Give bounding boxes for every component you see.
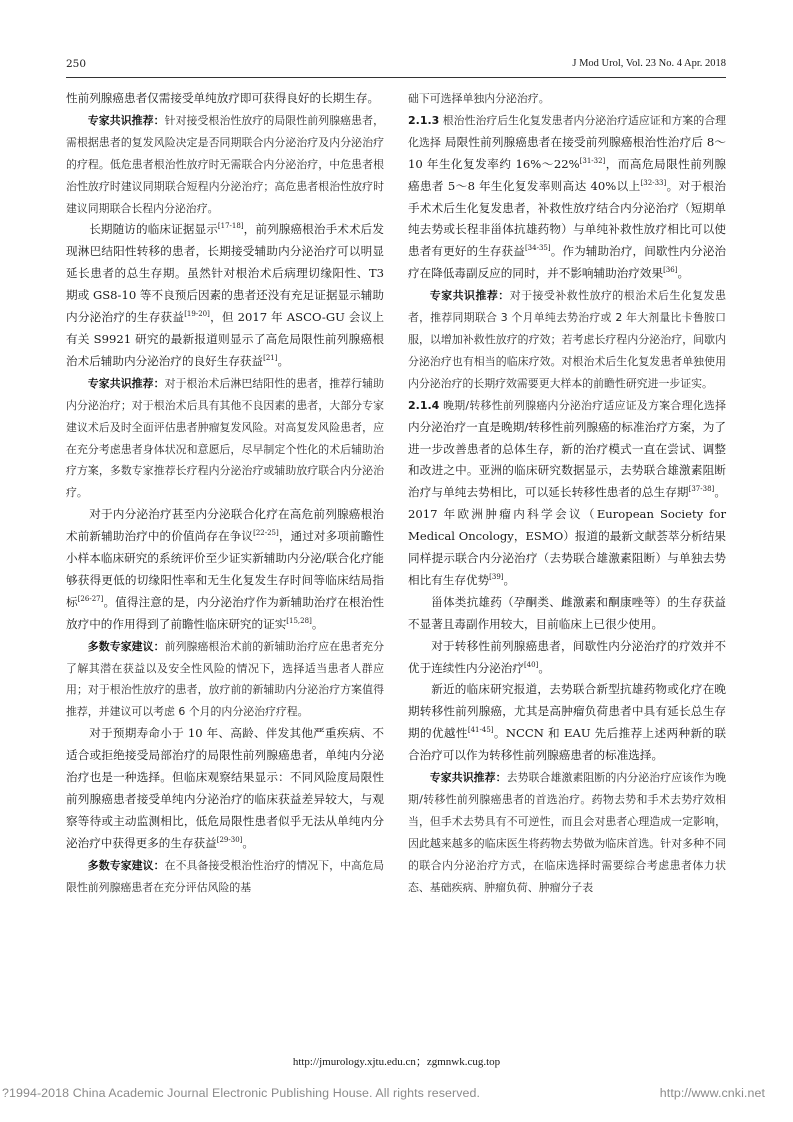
citation-ref: [15,28]: [286, 616, 312, 625]
text-run: 。: [503, 572, 516, 587]
body-paragraph: [408, 110, 726, 285]
citation-ref: [37-38]: [688, 485, 715, 494]
body-paragraph: [66, 219, 384, 372]
text-run: 。: [677, 266, 690, 281]
recommendation-label: 专家共识推荐：: [87, 113, 165, 127]
text-run: ，通过对多项前瞻性小样本临床研究的系统评价至少证实新辅助内分泌/联合化疗能够获得更低的切缘阳性率和无生化复发生存时间等临床结局指标: [66, 529, 384, 609]
text-run: 。作为辅助治疗，间歇性内分泌治疗在降低毒副反应的同时，并不影响辅助治疗效果: [408, 244, 726, 281]
page-number: 250: [66, 58, 87, 70]
text-run: 对于预期寿命小于 10 年、高龄、伴发其他严重疾病、不适合或拒绝接受局部治疗的局限性前列腺癌患者，单纯内分泌治疗也是一种选择。但临床观察结果显示：不同风险度局限性前列腺癌患者接受单纯内分泌治疗的临床获益差异较大，与观察等待或主动监测相比，低危局限性患者似乎无法从单纯内分泌治疗中获得更多的生存获益: [66, 726, 384, 850]
journal-info: J Mod Urol, Vol. 23 No. 4 Apr. 2018: [572, 58, 726, 69]
body-paragraph: [408, 395, 726, 592]
text-run: ，前列腺癌根治手术术后发现淋巴结阳性转移的患者，长期接受辅助内分泌治疗可以明显延长患者的总生存期。虽然针对根治术后病理切缘阳性、T3 期或 GS8-10 等不良预后因素的患者还没有充足证据显示辅助内分泌治疗的生存获益: [66, 222, 384, 325]
text-run: ，但 2017 年 ASCO-GU 会议上有关 S9921 研究的最新报道则显示了高危局限性前列腺癌根治术后辅助内分泌治疗的良好生存获益: [66, 310, 384, 368]
text-run: 。2017 年欧洲肿瘤内科学会议（European Society for Medical Oncology，ESMO）报道的最新文献荟萃分析结果同样提示联合内分泌治疗（去势联合雄激素阻断）与单独去势相比有生存优势: [408, 485, 726, 587]
recommendation-paragraph: [66, 636, 384, 724]
recommendation-label: 专家共识推荐：: [429, 771, 507, 785]
body-paragraph: [66, 504, 384, 635]
recommendation-label: 多数专家建议：: [87, 639, 165, 653]
recommendation-paragraph: [66, 855, 384, 899]
text-run: 。: [242, 835, 254, 850]
text-run: 。值得注意的是，内分泌治疗作为新辅助治疗在根治性放疗中的作用得到了前瞻性临床研究的证实: [66, 594, 384, 631]
text-run: 针对接受根治性放疗的局限性前列腺癌患者，需根据患者的复发风险决定是否同期联合内分泌治疗及内分泌治疗的疗程。低危患者根治性放疗时无需联合内分泌治疗，中危患者根治性放疗时建议同期联合短程内分泌治疗；高危患者根治性放疗时建议同期联合长程内分泌治疗。: [66, 113, 384, 215]
recommendation-label: 专家共识推荐：: [87, 376, 165, 390]
body-paragraph: [66, 723, 384, 854]
recommendation-paragraph: [66, 373, 384, 504]
citation-ref: [40]: [523, 660, 539, 669]
right-column: [408, 88, 726, 899]
text-run: 础下可选择单独内分泌治疗。: [408, 92, 550, 105]
citation-ref: [41-45]: [467, 726, 494, 735]
text-run: 对于根治术后淋巴结阳性的患者，推荐行辅助内分泌治疗；对于根治术后具有其他不良因素的患者，大部分专家建议术后及时全面评估患者肿瘤复发风险。对高复发风险患者，应在充分考虑患者身体状况和意愿后，尽早制定个性化的术后辅助治疗方案，多数专家推荐长疗程内分泌治疗或辅助放疗联合内分泌治疗。: [66, 376, 384, 500]
text-run: 局限性前列腺癌患者在接受前列腺癌根治性治疗后 8～10 年生化复发率约 16%～22%: [408, 134, 726, 171]
citation-ref: [34-35]: [524, 244, 551, 253]
citation-ref: [26-27]: [77, 594, 104, 603]
recommendation-label: 多数专家建议：: [87, 858, 165, 872]
citation-ref: [21]: [263, 354, 278, 363]
footer-url[interactable]: http://jmurology.xjtu.edu.cn；zgmnwk.cug.top: [292, 1056, 501, 1068]
citation-ref: [31-32]: [579, 156, 606, 165]
text-run: 。: [538, 660, 550, 675]
text-run: 前列腺癌根治术前的新辅助治疗应在患者充分了解其潜在获益以及安全性风险的情况下，选择适当患者人群应用；对于根治性放疗的患者，放疗前的新辅助内分泌治疗方案值得推荐，并建议可以考虑 6 个月的内分泌治疗疗程。: [66, 639, 384, 719]
section-number: 2.1.3: [408, 113, 440, 127]
text-run: ，而高危局限性前列腺癌患者 5～8 年生化复发率则高达 40%以上: [408, 156, 726, 193]
recommendation-label: 专家共识推荐：: [429, 289, 510, 303]
recommendation-paragraph: [408, 88, 726, 110]
text-run: 长期随访的临床证据显示: [89, 222, 218, 237]
text-run: 对于转移性前列腺癌患者，间歇性内分泌治疗的疗效并不优于连续性内分泌治疗: [408, 638, 726, 675]
text-run: 去势联合雄激素阻断的内分泌治疗应该作为晚期/转移性前列腺癌患者的首选治疗。药物去势和手术去势疗效相当，但手术去势具有不可逆性，而且会对患者心理造成一定影响，因此越来越多的临床医生将药物去势做为临床首选。针对多种不同的联合内分泌治疗方式，在临床选择时需要综合考虑患者体力状态、基础疾病、肿瘤负荷、肿瘤分子表: [408, 771, 726, 894]
left-column: [66, 88, 384, 899]
text-run: 对于接受补救性放疗的根治术后生化复发患者，推荐同期联合 3 个月单纯去势治疗或 2 年大剂量比卡鲁胺口服，以增加补救性放疗的疗效；若考虑长疗程内分泌治疗，间歇内分泌治疗也有相当的临床疗效。对根治术后生化复发患者单独使用内分泌治疗的长期疗效需要更大样本的前瞻性研究进一步证实。: [408, 289, 726, 390]
body-paragraph: [408, 679, 726, 767]
recommendation-paragraph: [66, 110, 384, 220]
body-paragraph: [408, 592, 726, 636]
copyright-text: ?1994-2018 China Academic Journal Electronic Publishing House. All rights reserved.: [2, 1086, 481, 1100]
text-run: 新近的临床研究报道，去势联合新型抗雄药物或化疗在晚期转移性前列腺癌，尤其是高肿瘤负荷患者中具有延长总生存期的优越性: [408, 682, 726, 741]
section-title: 根治性治疗后生化复发患者内分泌治疗适应证和方案的合理化选择: [408, 113, 726, 149]
citation-ref: [29-30]: [216, 835, 243, 844]
citation-ref: [19-20]: [184, 310, 210, 319]
cnki-link[interactable]: http://www.cnki.net: [659, 1086, 765, 1100]
header-rule: [66, 77, 726, 78]
citation-ref: [36]: [663, 266, 678, 275]
text-run: 。: [277, 353, 290, 368]
recommendation-paragraph: [408, 285, 726, 395]
text-run: 。NCCN 和 EAU 先后推荐上述两种新的联合治疗可以作为转移性前列腺癌患者的标准选择。: [408, 726, 726, 763]
citation-ref: [22-25]: [253, 529, 279, 538]
running-header: [66, 58, 726, 76]
text-run: 性前列腺癌患者仅需接受单纯放疗即可获得良好的长期生存。: [66, 91, 380, 105]
citation-ref: [32-33]: [640, 178, 667, 187]
section-title: 晚期/转移性前列腺癌内分泌治疗适应证及方案合理化选择: [439, 398, 726, 412]
body-paragraph: [66, 88, 384, 110]
citation-ref: [39]: [489, 573, 504, 582]
text-run: 。: [311, 616, 324, 631]
text-run: 甾体类抗雄药（孕酮类、雌激素和酮康唑等）的生存获益不显著且毒副作用较大，目前临床上已很少使用。: [408, 594, 726, 631]
body-paragraph: [408, 636, 726, 680]
section-number: 2.1.4: [408, 398, 440, 412]
text-run: 在不具备接受根治性治疗的情况下，中高危局限性前列腺癌患者在充分评估风险的基: [66, 858, 384, 894]
text-run: 对于内分泌治疗甚至内分泌联合化疗在高危前列腺癌根治术前新辅助治疗中的价值尚存在争议: [66, 507, 384, 544]
recommendation-paragraph: [408, 767, 726, 898]
citation-ref: [17-18]: [217, 222, 244, 231]
text-run: 内分泌治疗一直是晚期/转移性前列腺癌的标准治疗方案，为了进一步改善患者的总体生存，新的治疗模式一直在尝试、调整和改进之中。亚洲的临床研究数据显示，去势联合雄激素阻断治疗与单纯去势相比，可以延长转移性患者的总生存期: [408, 419, 726, 500]
text-run: 。对于根治手术术后生化复发患者，补救性放疗结合内分泌治疗（短期单纯去势或长程非甾体抗雄药物）与单纯补救性放疗相比可以使患者有更好的生存获益: [408, 178, 726, 259]
